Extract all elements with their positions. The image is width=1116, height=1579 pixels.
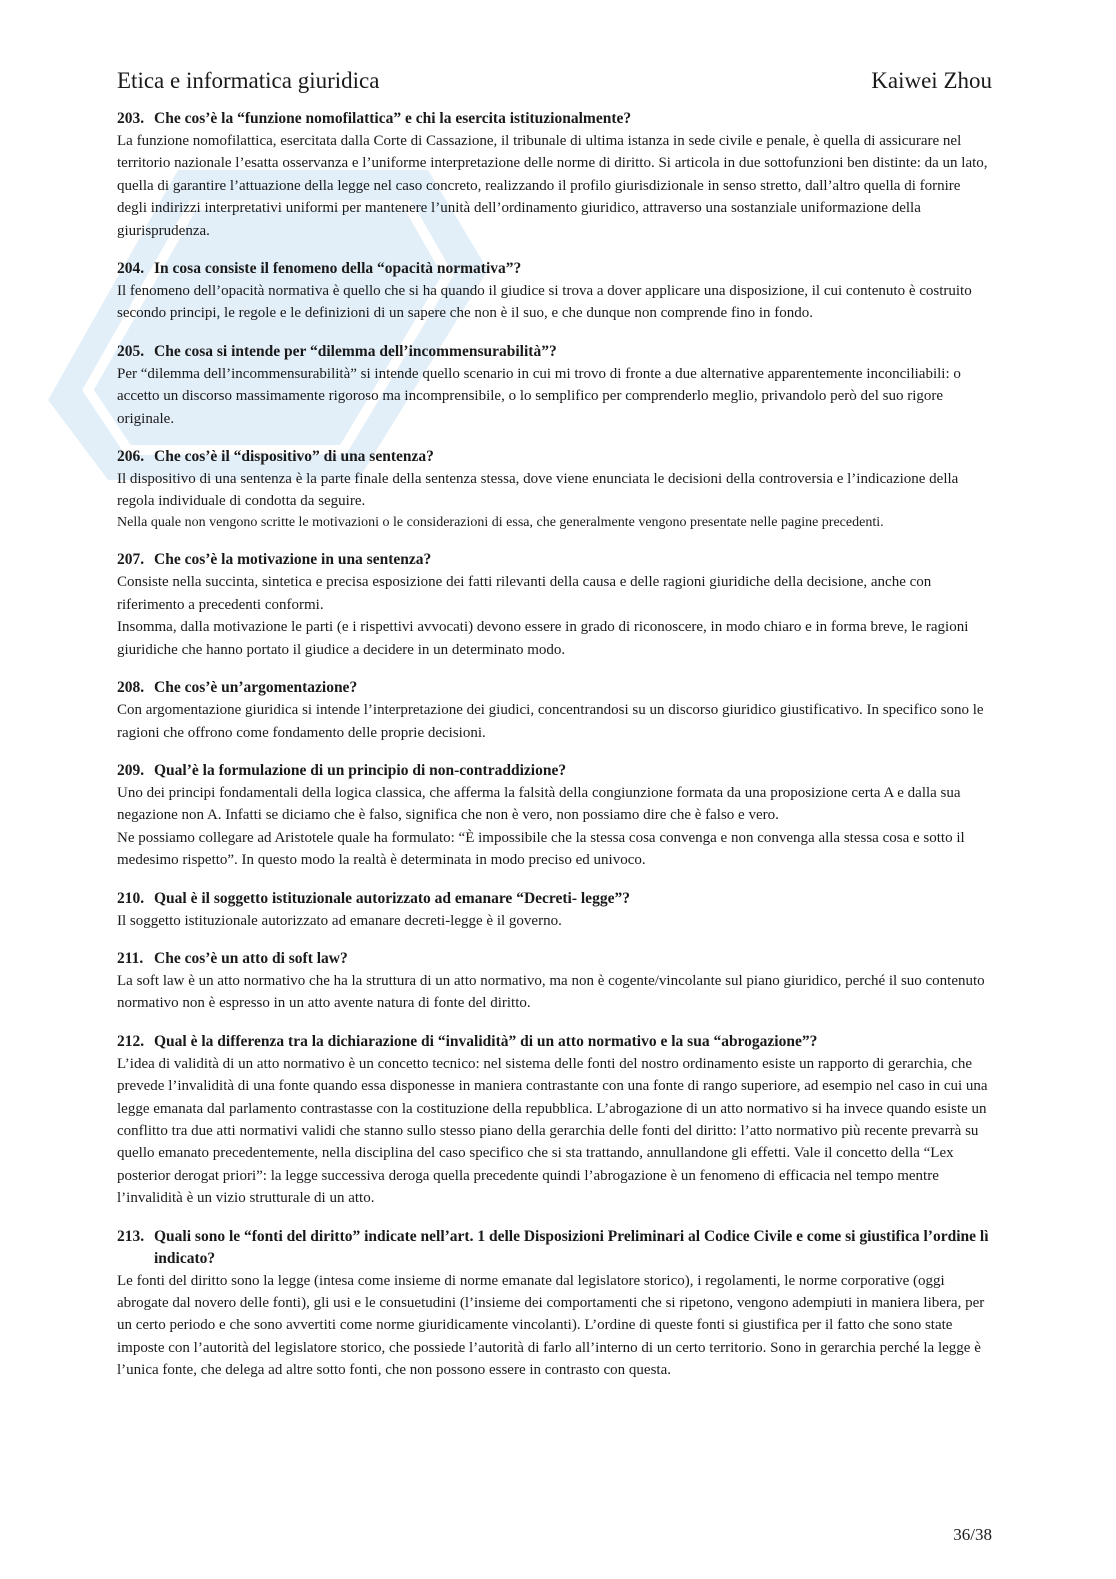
question-number: 211.: [117, 949, 144, 967]
qa-item: [117, 258, 992, 325]
question-heading: [117, 446, 992, 468]
question-title: Quali sono le “fonti del diritto” indicate nell’art. 1 delle Disposizioni Preliminari al Codice Civile e come si giustifica l’ordine lì indicato?: [154, 1227, 989, 1267]
qa-item: [117, 549, 992, 661]
qa-item: [117, 760, 992, 872]
answer-paragraph: La funzione nomofilattica, esercitata dalla Corte di Cassazione, il tribunale di ultima istanza in sede civile e penale, è quella di assicurare nel territorio nazionale l’esatta osservanza e l’uniforme interpretazione delle norme di diritto. Si articola in due sottofunzioni ben distinte: da un lato, quella di garantire l’attuazione della legge nel caso concreto, realizzando il profilo giurisdizionale in senso stretto, dall’altro quella di fornire degli indirizzi interpretativi uniformi per mantenere l’unità dell’ordinamento giuridico, attraverso una sostanziale uniformazione della giurisprudenza.: [117, 133, 988, 239]
question-number: 213.: [117, 1227, 145, 1245]
question-title: In cosa consiste il fenomeno della “opacità normativa”?: [154, 260, 522, 278]
question-heading: [117, 258, 992, 280]
answer-paragraph: Il soggetto istituzionale autorizzato ad emanare decreti-legge è il governo.: [117, 912, 562, 929]
question-title: Qual’è la formulazione di un principio di non-contraddizione?: [154, 761, 567, 779]
answer-paragraph: Con argomentazione giuridica si intende l’interpretazione dei giudici, concentrandosi su un discorso giuridico giustificativo. In specifico sono le ragioni che offrono come fondamento delle proprie decisioni.: [117, 702, 984, 741]
answer-paragraph: Uno dei principi fondamentali della logica classica, che afferma la falsità della congiunzione formata da una proposizione certa A e dalla sua negazione non A. Infatti se diciamo che è falso, significa che non è vero, non possiamo dire che è falso e vero.: [117, 784, 961, 824]
question-heading: [117, 1031, 992, 1053]
qa-item: [117, 446, 992, 533]
question-number: 210.: [117, 889, 145, 907]
question-number: 203.: [117, 110, 145, 127]
question-number: 212.: [117, 1032, 145, 1050]
answer-note: Nella quale non vengono scritte le motivazioni o le considerazioni di essa, che generalmente vengono presentate nelle pagine precedenti.: [117, 514, 884, 530]
question-heading: [117, 341, 992, 363]
question-title: Qual è il soggetto istituzionale autorizzato ad emanare “Decreti- legge”?: [154, 889, 630, 907]
answer-paragraph: Consiste nella succinta, sintetica e precisa esposizione dei fatti rilevanti della causa e delle ragioni giuridiche della decisione, anche con riferimento a precedenti conformi.: [117, 574, 932, 613]
page-number: 36/38: [953, 1525, 992, 1544]
answer-paragraph: Per “dilemma dell’incommensurabilità” si intende quello scenario in cui mi trovo di fronte a due alternative apparentemente inconciliabili: o accetto un discorso massimamente rigoroso ma incomprensibile, o lo semplifico per comprenderlo meglio, privandolo però del suo rigore originale.: [117, 365, 961, 427]
question-number: 206.: [117, 448, 145, 466]
question-title: Qual è la differenza tra la dichiarazione di “invalidità” di un atto normativo e la sua “abrogazione”?: [154, 1032, 818, 1050]
question-heading: [117, 549, 992, 571]
question-heading: [117, 1226, 992, 1270]
answer-paragraph: Ne possiamo collegare ad Aristotele quale ha formulato: “È impossibile che la stessa cosa convenga e non convenga alla stessa cosa e sotto il medesimo rispetto”. In questo modo la realtà è determinata in modo preciso ed univoco.: [117, 829, 965, 869]
question-heading: [117, 108, 992, 130]
question-title: Che cos’è un atto di soft law?: [154, 949, 348, 967]
question-number: 209.: [117, 761, 145, 779]
document-title: Etica e informatica giuridica: [117, 68, 380, 93]
qa-item: [117, 341, 992, 430]
page-header: [117, 68, 992, 94]
answer-paragraph: Le fonti del diritto sono la legge (intesa come insieme di norme emanate dal legislatore storico), i regolamenti, le norme corporative (oggi abrogate dal novero delle fonti), gli usi e le consuetudini (l’insieme dei comportamenti che si ripetono, vengono adempiuti in maniera libera, per un certo periodo e che sono avvertiti come norme giuridicamente vincolanti). L’ordine di queste fonti si giustifica per il fatto che sono state imposte con l’autorità del legislatore storico, che possiede l’autorità di farlo all’interno di un certo territorio. Sono in gerarchia perché la legge è l’unica fonte, che delega ad altre sotto fonti, che non possono essere in contrasto con questa.: [117, 1272, 985, 1379]
question-heading: [117, 677, 992, 699]
question-title: Che cos’è un’argomentazione?: [154, 679, 358, 697]
question-title: Che cosa si intende per “dilemma dell’incommensurabilità”?: [154, 342, 557, 360]
qa-item: [117, 1226, 992, 1382]
question-title: Che cos’è la “funzione nomofilattica” e chi la esercita istituzionalmente?: [154, 110, 632, 127]
answer-paragraph: Il fenomeno dell’opacità normativa è quello che si ha quando il giudice si trova a dover applicare una disposizione, il cui contenuto è costruito secondo principi, le regole e le definizioni di un sapere che non è il suo, e che dunque non comprende fino in fondo.: [117, 283, 972, 322]
answer-paragraph: L’idea di validità di un atto normativo è un concetto tecnico: nel sistema delle fonti del nostro ordinamento esiste un rapporto di gerarchia, che prevede l’invalidità di una fonte quando essa disponesse in maniera contrastante con una fonte di rango superiore, ad esempio nel caso in cui una legge emanata dal parlamento contrastasse con la costituzione della repubblica. L’abrogazione di un atto normativo si ha invece quando esiste un conflitto tra due atti normativi validi che stanno sullo stesso piano della gerarchia delle fonti del diritto: l’atto normativo più recente prevarrà su quello emanato precedentemente, nella disciplina del caso specifico che si sta trattando, annullandone gli effetti. Vale il concetto della “Lex posterior derogat priori”: la legge successiva deroga quella precedente quindi l’abrogazione è un fenomeno di efficacia nel tempo mentre l’invalidità è un vizio strutturale di un atto.: [117, 1055, 988, 1207]
answer-paragraph: Il dispositivo di una sentenza è la parte finale della sentenza stessa, dove viene enunciata le decisioni della controversia e l’indicazione della regola individuale di condotta da seguire.: [117, 471, 959, 510]
qa-list: [117, 108, 992, 1398]
question-number: 207.: [117, 551, 145, 569]
qa-item: [117, 888, 992, 932]
qa-item: [117, 677, 992, 744]
question-number: 205.: [117, 342, 145, 360]
question-heading: [117, 888, 992, 910]
question-title: Che cos’è la motivazione in una sentenza?: [154, 551, 432, 569]
question-heading: [117, 948, 992, 970]
qa-item: [117, 948, 992, 1015]
question-heading: [117, 760, 992, 782]
answer-paragraph: La soft law è un atto normativo che ha la struttura di un atto normativo, ma non è cogente/vincolante sul piano giuridico, perché il suo contenuto normativo non è espresso in un atto avente natura di fonte del diritto.: [117, 972, 985, 1012]
author-name: Kaiwei Zhou: [871, 68, 992, 93]
qa-item: [117, 1031, 992, 1210]
answer-paragraph: Insomma, dalla motivazione le parti (e i rispettivi avvocati) devono essere in grado di riconoscere, in modo chiaro e in forma breve, le ragioni giuridiche che hanno portato il giudice a decidere in un determinato modo.: [117, 619, 969, 658]
question-number: 208.: [117, 679, 145, 697]
qa-item: [117, 108, 992, 242]
question-number: 204.: [117, 260, 145, 278]
question-title: Che cos’è il “dispositivo” di una sentenza?: [154, 448, 434, 466]
